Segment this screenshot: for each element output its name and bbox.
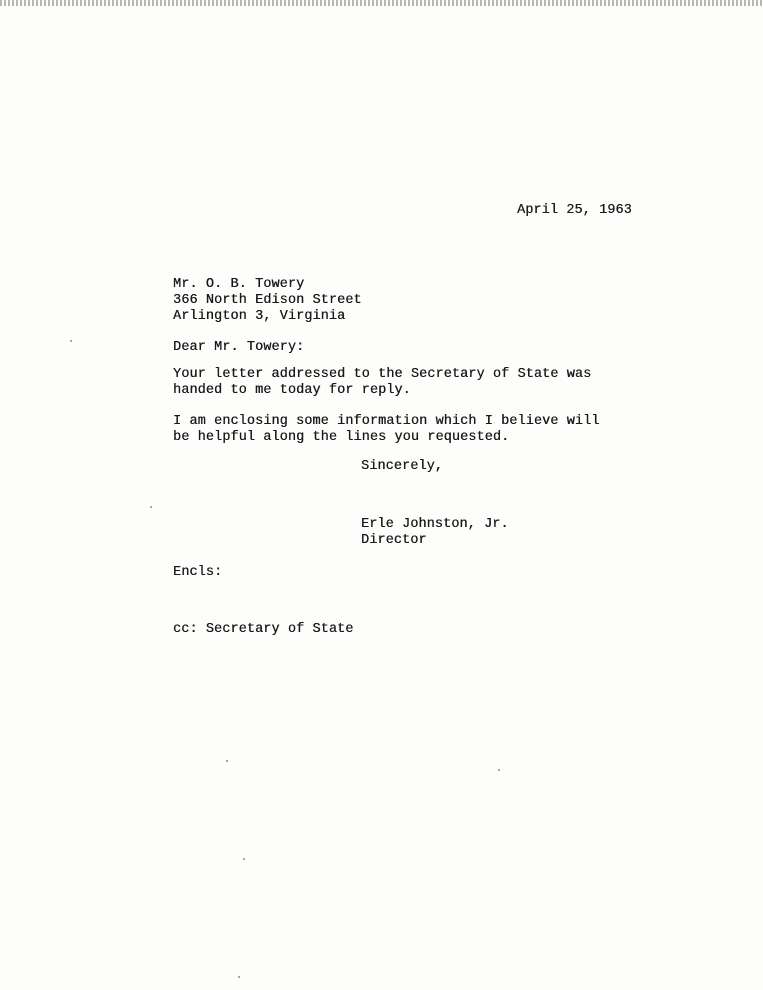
paragraph-2-line-1: I am enclosing some information which I believe will [173,414,600,429]
recipient-street: 366 North Edison Street [173,293,362,308]
page-top-edge [0,0,763,6]
scan-speck [243,858,245,860]
closing: Sincerely, [361,459,444,474]
recipient-name: Mr. O. B. Towery [173,277,305,292]
cc-line: cc: Secretary of State [173,622,354,637]
scan-speck [226,760,228,762]
paragraph-2-line-2: be helpful along the lines you requested. [173,430,510,445]
paragraph-1-line-1: Your letter addressed to the Secretary of State was [173,367,592,382]
scan-speck [150,506,152,508]
scan-speck [238,976,240,978]
paragraph-1-line-2: handed to me today for reply. [173,383,411,398]
signer-name: Erle Johnston, Jr. [361,517,509,532]
enclosures-note: Encls: [173,565,223,580]
letter-date: April 25, 1963 [517,203,632,218]
salutation: Dear Mr. Towery: [173,340,305,355]
recipient-city: Arlington 3, Virginia [173,309,346,324]
scan-speck [70,340,72,342]
signer-title: Director [361,533,427,548]
scan-speck [498,769,500,771]
